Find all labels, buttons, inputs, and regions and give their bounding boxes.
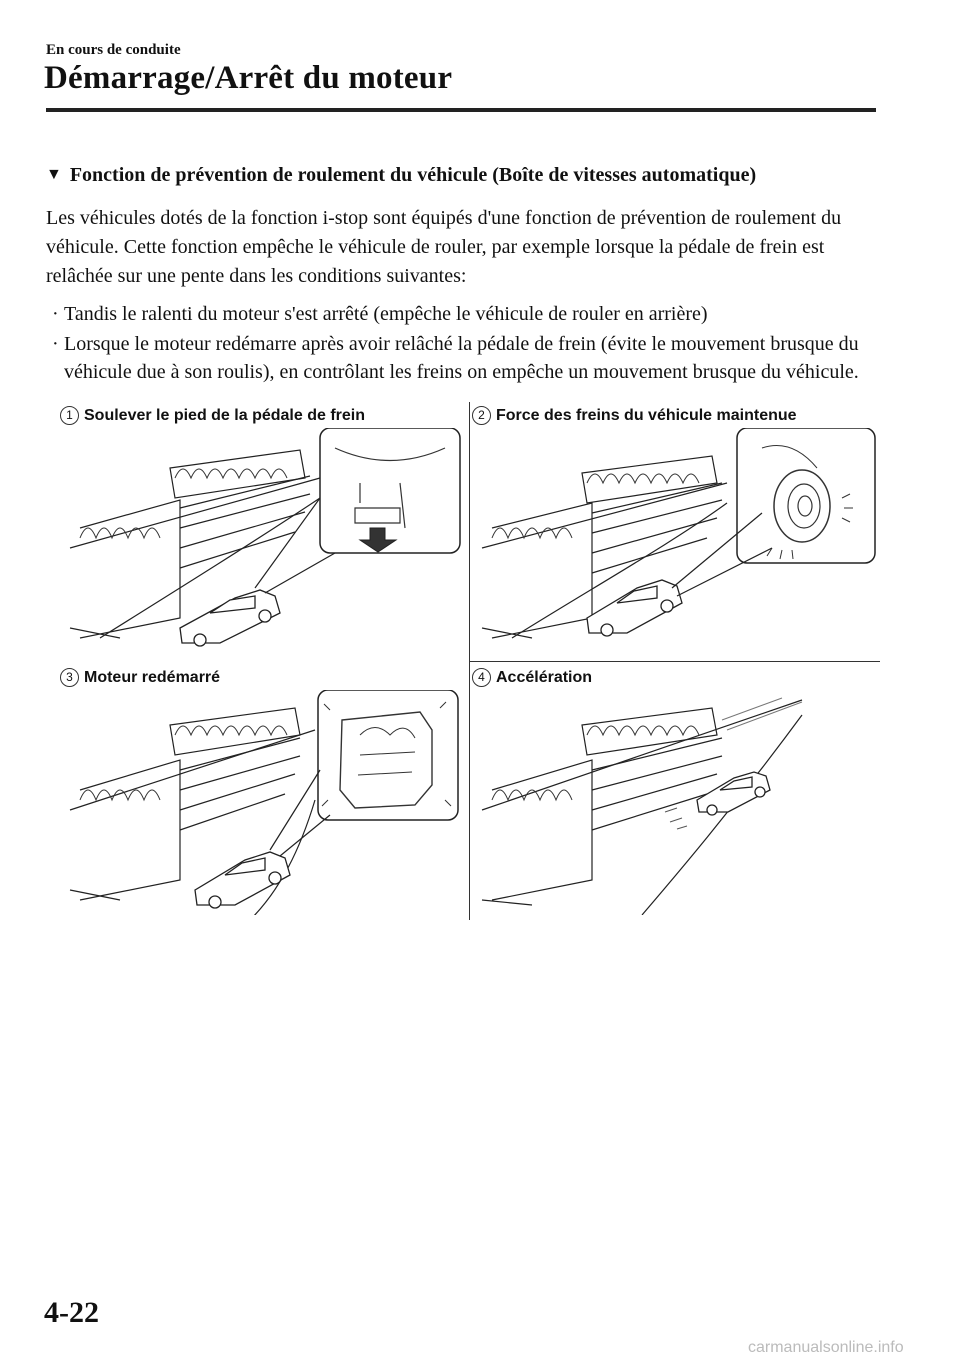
car-icon: [665, 772, 770, 829]
hedge-group: [492, 474, 699, 538]
panel-brake-release: [60, 402, 465, 661]
panel-caption: [472, 406, 797, 428]
title-rule: [46, 108, 876, 112]
inset-engine: [270, 690, 458, 856]
condition-list: [46, 300, 886, 388]
panel-caption: [60, 406, 365, 428]
scene-slope-engine: [60, 690, 465, 915]
caption-text: Force des freins du véhicule maintenue: [496, 407, 797, 424]
step-number: 4: [472, 668, 491, 687]
caption-text: Moteur redémarré: [84, 669, 221, 686]
panel-engine-restart: [60, 664, 465, 923]
page-title: Démarrage/Arrêt du moteur: [44, 60, 453, 96]
panel-acceleration: [472, 664, 877, 923]
caption-text: Soulever le pied de la pédale de frein: [84, 407, 365, 424]
panel-caption: [472, 668, 592, 690]
triangle-marker-icon: ▼: [46, 166, 62, 183]
bullet-dot-icon: ·: [52, 303, 59, 325]
list-item: [46, 300, 886, 328]
caption-text: Accélération: [496, 669, 593, 686]
subheading-text: Fonction de prévention de roulement du véhicule (Boîte de vitesses automatique): [69, 164, 757, 186]
car-icon: [180, 590, 280, 646]
step-number: 3: [60, 668, 79, 687]
watermark: carmanualsonline.info: [748, 1339, 904, 1356]
panel-brake-held: [472, 402, 877, 661]
car-icon: [587, 580, 682, 636]
intro-paragraph: Les véhicules dotés de la fonction i-stop sont équipés d'une fonction de prévention de roulement du véhicule. Cette fonction empêche le véhicule de rouler, par exemple lorsque la pédale de frein est relâchée sur une pente dans les conditions suivantes:: [46, 207, 842, 287]
list-item-text: Tandis le ralenti du moteur s'est arrêté (empêche le véhicule de rouler en arrière): [64, 303, 708, 325]
step-number: 1: [60, 406, 79, 425]
subheading: [46, 164, 886, 187]
inset-wheel-brake: [672, 428, 875, 596]
list-item: [46, 330, 886, 386]
inset-brake-pedal: [255, 428, 460, 593]
step-number: 2: [472, 406, 491, 425]
panel-caption: [60, 668, 220, 690]
car-icon: [195, 852, 290, 908]
list-item-text: Lorsque le moteur redémarre après avoir relâché la pédale de frein (évite le mouvement brusque du véhicule due à son roulis), en contrôlant les freins on empêche un mouvement brusque du véhicule.: [64, 333, 859, 383]
scene-slope-brake-pedal: [60, 428, 465, 653]
figure-horizontal-divider: [470, 661, 880, 662]
scene-slope-wheel-brake: [472, 428, 877, 653]
page-number: 4-22: [44, 1296, 99, 1329]
illustration-figure: [60, 402, 880, 922]
bullet-dot-icon: ·: [52, 333, 59, 355]
scene-slope-acceleration: [472, 690, 877, 915]
section-label: En cours de conduite: [46, 42, 181, 58]
